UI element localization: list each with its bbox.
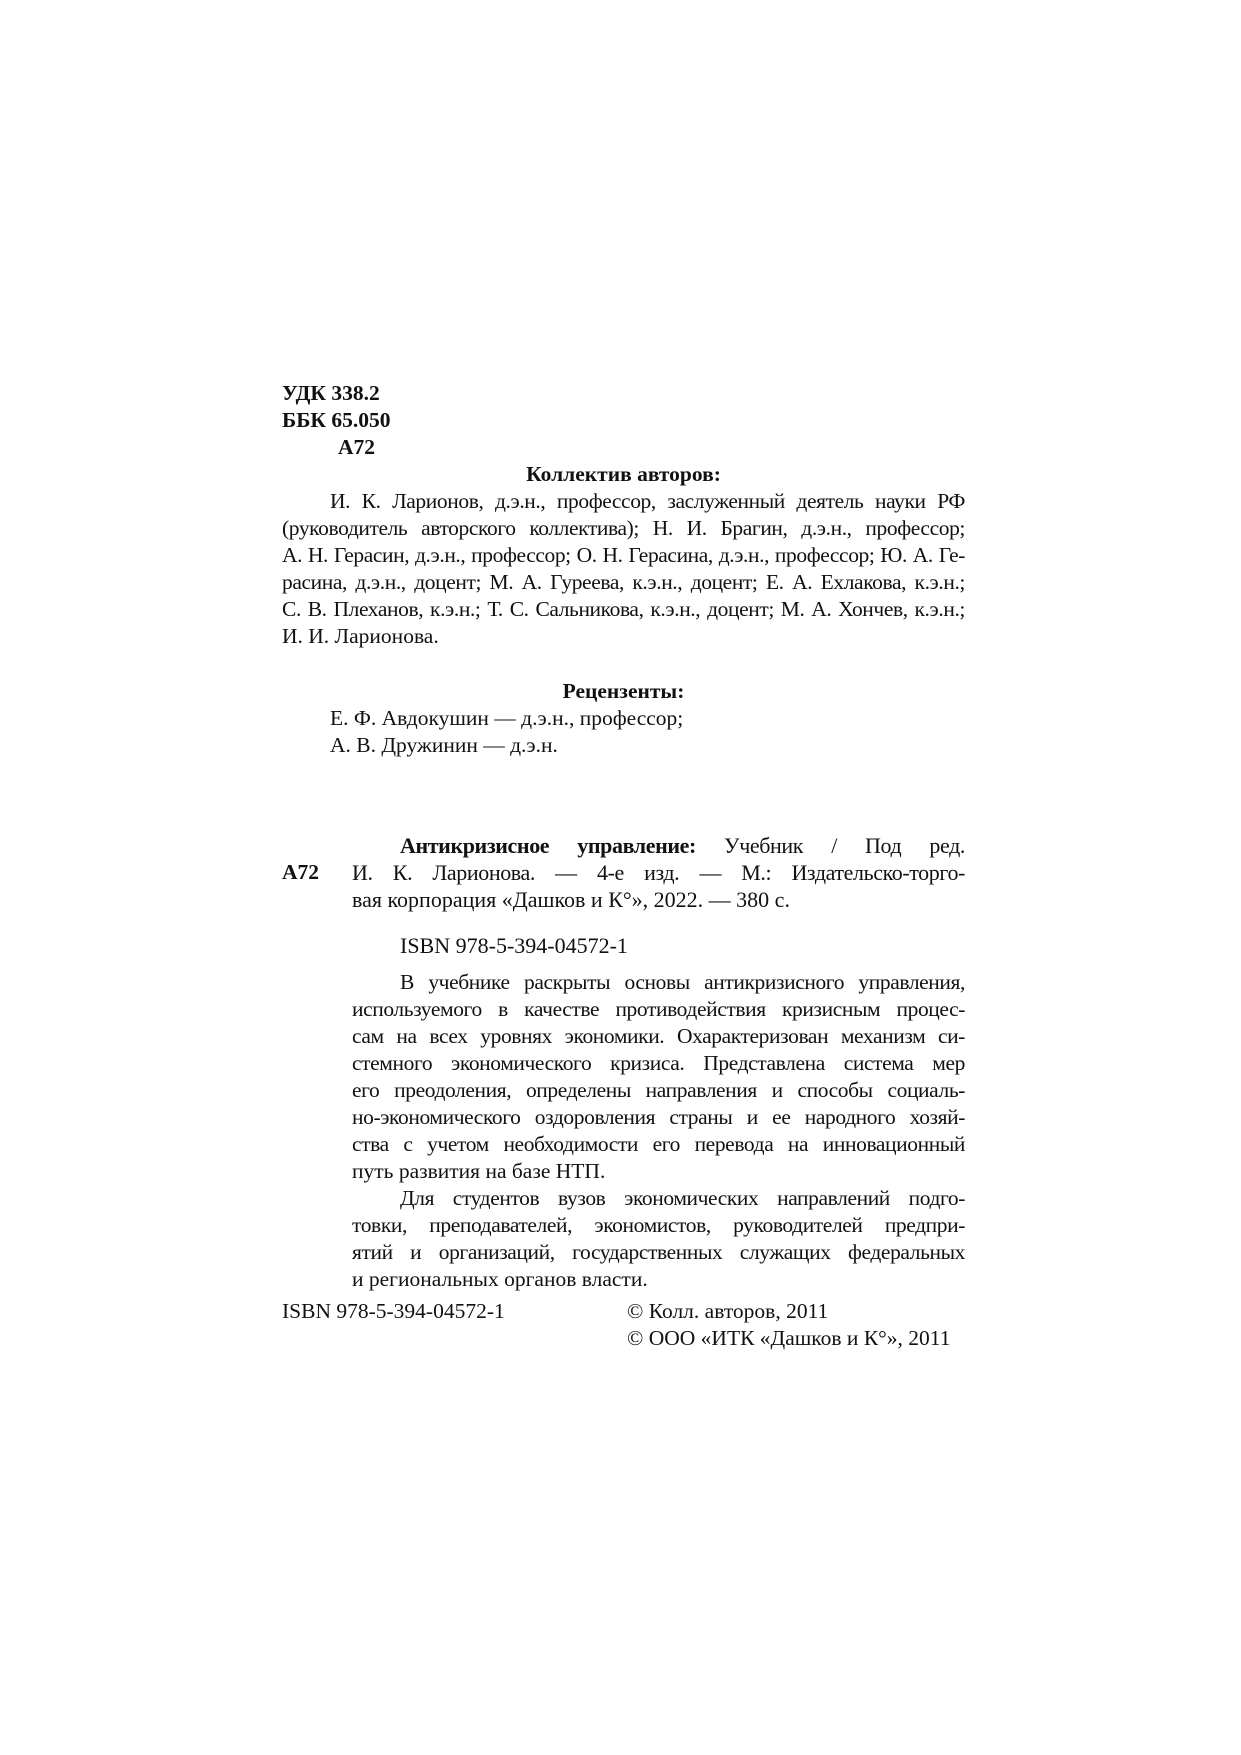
- authors-line: (руководитель авторского коллектива); Н. И. Брагин, д.э.н., профессор;: [282, 516, 965, 540]
- abstract-line: и региональных органов власти.: [352, 1267, 648, 1291]
- classification-block: [282, 380, 965, 461]
- copyright-block: [627, 1298, 965, 1352]
- authors-heading: Коллектив авторов:: [526, 462, 721, 486]
- abstract-line: но-экономического оздоровления страны и ее народного хозяй-: [352, 1105, 965, 1129]
- authors-block: [282, 461, 965, 650]
- reviewer-line: Е. Ф. Авдокушин — д.э.н., профессор;: [330, 706, 684, 730]
- bibliography-mark: А72: [282, 860, 320, 884]
- abstract-line: В учебнике раскрыты основы антикризисного управления,: [400, 970, 965, 994]
- udk-code: УДК 338.2: [282, 381, 380, 405]
- copyright-publisher: © ООО «ИТК «Дашков и К°», 2011: [627, 1326, 951, 1350]
- abstract-line: Для студентов вузов экономических направлений подго-: [400, 1186, 965, 1210]
- authors-line: И. И. Ларионова.: [282, 624, 439, 648]
- bibliography-body: [352, 832, 965, 913]
- copyright-authors: © Колл. авторов, 2011: [627, 1299, 829, 1323]
- abstract-line: ства с учетом необходимости его перевода на инновационный: [352, 1132, 965, 1156]
- footer-block: [282, 1298, 965, 1352]
- bibliography-block: [282, 832, 965, 913]
- abstract-line: путь развития на базе НТП.: [352, 1159, 606, 1183]
- authors-line: расина, д.э.н., доцент; М. А. Гуреева, к.э.н., доцент; Е. А. Ехлакова, к.э.н.;: [282, 570, 965, 594]
- authors-line: С. В. Плеханов, к.э.н.; Т. С. Сальникова, к.э.н., доцент; М. А. Хончев, к.э.н.;: [282, 597, 965, 621]
- authors-line: А. Н. Герасин, д.э.н., профессор; О. Н. Герасина, д.э.н., профессор; Ю. А. Ге-: [282, 543, 965, 567]
- abstract-line: товки, преподавателей, экономистов, руководителей предпри-: [352, 1213, 965, 1237]
- reviewers-block: [282, 678, 965, 759]
- author-mark: А72: [338, 435, 376, 459]
- reviewers-heading: Рецензенты:: [562, 679, 685, 703]
- bibliography-line: [352, 832, 965, 859]
- reviewer-line: А. В. Дружинин — д.э.н.: [330, 733, 558, 757]
- book-title: Антикризисное управление:: [400, 833, 696, 858]
- bibliography-line: И. К. Ларионова. — 4-е изд. — М.: Издательско-торго-: [352, 860, 965, 885]
- authors-line: И. К. Ларионов, д.э.н., профессор, заслуженный деятель науки РФ: [330, 489, 965, 513]
- abstract-line: его преодоления, определены направления и способы социаль-: [352, 1078, 965, 1102]
- abstract-block: [282, 969, 965, 1293]
- bibliography-line: вая корпорация «Дашков и К°», 2022. — 380 с.: [352, 887, 790, 912]
- abstract-line: стемного экономического кризиса. Представлена система мер: [352, 1051, 965, 1075]
- isbn: ISBN 978-5-394-04572-1: [400, 933, 628, 958]
- abstract-line: используемого в качестве противодействия кризисным процес-: [352, 997, 965, 1021]
- bbk-code: ББК 65.050: [282, 408, 391, 432]
- footer-isbn: ISBN 978-5-394-04572-1: [282, 1299, 505, 1323]
- abstract-line: сам на всех уровнях экономики. Охарактеризован механизм си-: [352, 1024, 965, 1048]
- bibliography-text: Учебник / Под ред.: [695, 833, 965, 858]
- abstract-line: ятий и организаций, государственных служащих федеральных: [352, 1240, 965, 1264]
